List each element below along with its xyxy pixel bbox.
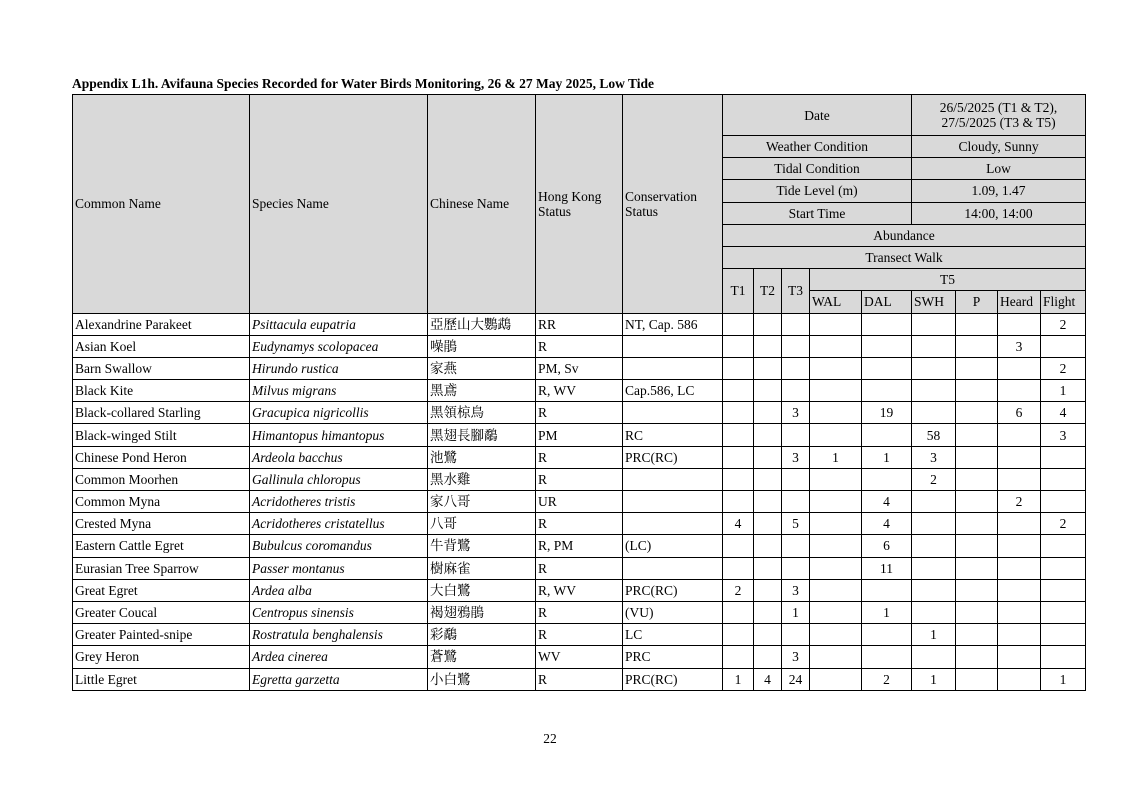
count-cell <box>810 513 862 535</box>
count-cell <box>723 535 754 557</box>
table-row <box>73 668 1086 690</box>
conservation-status-cell: PRC(RC) <box>623 579 723 601</box>
hk-status-cell: R, WV <box>536 579 623 601</box>
table-row <box>73 513 1086 535</box>
hk-status-cell: R <box>536 513 623 535</box>
count-cell <box>754 446 782 468</box>
count-cell <box>754 535 782 557</box>
count-cell: 2 <box>862 668 912 690</box>
table-row <box>73 646 1086 668</box>
count-cell <box>956 468 998 490</box>
species-name-cell: Centropus sinensis <box>250 601 428 623</box>
species-name-cell: Ardeola bacchus <box>250 446 428 468</box>
count-cell <box>754 557 782 579</box>
common-name-cell: Common Moorhen <box>73 468 250 490</box>
count-cell <box>782 624 810 646</box>
count-cell <box>956 446 998 468</box>
count-cell <box>810 624 862 646</box>
hk-status-cell: PM <box>536 424 623 446</box>
table-row <box>73 624 1086 646</box>
count-cell <box>956 335 998 357</box>
count-cell <box>956 491 998 513</box>
count-cell <box>723 601 754 623</box>
count-cell <box>1041 535 1086 557</box>
count-cell <box>956 513 998 535</box>
count-cell <box>998 468 1041 490</box>
table-row <box>73 424 1086 446</box>
count-cell <box>912 402 956 424</box>
count-cell <box>956 357 998 379</box>
t5-swh-header: SWH <box>912 291 956 313</box>
header-row-date <box>73 95 1086 136</box>
count-cell <box>754 402 782 424</box>
count-cell <box>862 424 912 446</box>
chinese-name-cell: 黑水雞 <box>428 468 536 490</box>
count-cell <box>782 535 810 557</box>
abundance-header: Abundance <box>723 224 1086 246</box>
count-cell: 1 <box>862 601 912 623</box>
count-cell: 2 <box>723 579 754 601</box>
species-name-cell: Egretta garzetta <box>250 668 428 690</box>
count-cell <box>956 424 998 446</box>
chinese-name-cell: 家燕 <box>428 357 536 379</box>
conservation-status-cell: PRC(RC) <box>623 446 723 468</box>
hk-status-cell: R <box>536 335 623 357</box>
common-name-cell: Greater Coucal <box>73 601 250 623</box>
count-cell: 3 <box>998 335 1041 357</box>
header-common-name: Common Name <box>73 95 250 314</box>
count-cell <box>998 601 1041 623</box>
conservation-status-cell: (VU) <box>623 601 723 623</box>
common-name-cell: Barn Swallow <box>73 357 250 379</box>
t5-p-header: P <box>956 291 998 313</box>
count-cell: 24 <box>782 668 810 690</box>
chinese-name-cell: 彩鷸 <box>428 624 536 646</box>
count-cell <box>912 335 956 357</box>
header-species-name: Species Name <box>250 95 428 314</box>
count-cell <box>810 601 862 623</box>
count-cell: 1 <box>912 624 956 646</box>
count-cell <box>912 491 956 513</box>
species-name-cell: Hirundo rustica <box>250 357 428 379</box>
species-name-cell: Rostratula benghalensis <box>250 624 428 646</box>
count-cell <box>998 357 1041 379</box>
conservation-status-cell <box>623 402 723 424</box>
species-name-cell: Acridotheres tristis <box>250 491 428 513</box>
hk-status-cell: WV <box>536 646 623 668</box>
count-cell <box>754 579 782 601</box>
count-cell <box>810 668 862 690</box>
species-name-cell: Psittacula eupatria <box>250 313 428 335</box>
count-cell <box>998 535 1041 557</box>
common-name-cell: Great Egret <box>73 579 250 601</box>
conservation-status-cell <box>623 468 723 490</box>
transect-t3-header: T3 <box>782 269 810 313</box>
species-name-cell: Ardea cinerea <box>250 646 428 668</box>
count-cell <box>723 646 754 668</box>
count-cell <box>998 646 1041 668</box>
count-cell <box>1041 601 1086 623</box>
common-name-cell: Black-winged Stilt <box>73 424 250 446</box>
count-cell <box>862 468 912 490</box>
count-cell <box>998 668 1041 690</box>
header-chinese-name: Chinese Name <box>428 95 536 314</box>
count-cell <box>754 424 782 446</box>
table-row <box>73 335 1086 357</box>
count-cell <box>782 380 810 402</box>
count-cell <box>810 468 862 490</box>
hk-status-cell: R <box>536 601 623 623</box>
species-name-cell: Gallinula chloropus <box>250 468 428 490</box>
count-cell <box>782 424 810 446</box>
table-body <box>73 95 1086 691</box>
count-cell <box>912 357 956 379</box>
count-cell: 1 <box>912 668 956 690</box>
count-cell: 6 <box>862 535 912 557</box>
count-cell <box>723 446 754 468</box>
page-number: 22 <box>543 731 557 746</box>
count-cell <box>998 579 1041 601</box>
hk-status-cell: R <box>536 624 623 646</box>
start-time-label: Start Time <box>723 202 912 224</box>
hk-status-cell: R <box>536 557 623 579</box>
count-cell <box>754 513 782 535</box>
count-cell <box>723 313 754 335</box>
count-cell <box>912 380 956 402</box>
conservation-status-cell: RC <box>623 424 723 446</box>
count-cell: 3 <box>782 646 810 668</box>
count-cell <box>912 601 956 623</box>
count-cell: 2 <box>912 468 956 490</box>
chinese-name-cell: 亞歷山大鸚鵡 <box>428 313 536 335</box>
count-cell <box>956 313 998 335</box>
table-row <box>73 535 1086 557</box>
count-cell <box>810 491 862 513</box>
count-cell <box>754 468 782 490</box>
count-cell <box>862 624 912 646</box>
hk-status-cell: UR <box>536 491 623 513</box>
common-name-cell: Black-collared Starling <box>73 402 250 424</box>
count-cell: 1 <box>1041 668 1086 690</box>
count-cell <box>862 313 912 335</box>
species-name-cell: Gracupica nigricollis <box>250 402 428 424</box>
count-cell <box>810 557 862 579</box>
transect-t5-header: T5 <box>810 269 1086 291</box>
count-cell <box>782 335 810 357</box>
count-cell <box>723 491 754 513</box>
count-cell <box>956 624 998 646</box>
count-cell <box>862 579 912 601</box>
count-cell <box>754 335 782 357</box>
count-cell: 2 <box>998 491 1041 513</box>
count-cell <box>956 579 998 601</box>
conservation-status-cell: (LC) <box>623 535 723 557</box>
count-cell <box>862 646 912 668</box>
count-cell <box>810 357 862 379</box>
species-name-cell: Passer montanus <box>250 557 428 579</box>
chinese-name-cell: 牛背鷺 <box>428 535 536 557</box>
count-cell: 4 <box>723 513 754 535</box>
count-cell: 2 <box>1041 357 1086 379</box>
count-cell <box>998 313 1041 335</box>
species-name-cell: Ardea alba <box>250 579 428 601</box>
count-cell <box>754 491 782 513</box>
chinese-name-cell: 黑領椋鳥 <box>428 402 536 424</box>
common-name-cell: Asian Koel <box>73 335 250 357</box>
count-cell <box>810 424 862 446</box>
count-cell: 4 <box>754 668 782 690</box>
count-cell <box>956 402 998 424</box>
species-name-cell: Acridotheres cristatellus <box>250 513 428 535</box>
table-row <box>73 380 1086 402</box>
count-cell: 58 <box>912 424 956 446</box>
count-cell <box>998 557 1041 579</box>
count-cell <box>1041 646 1086 668</box>
count-cell <box>754 313 782 335</box>
count-cell: 5 <box>782 513 810 535</box>
count-cell <box>998 424 1041 446</box>
conservation-status-cell: PRC(RC) <box>623 668 723 690</box>
count-cell <box>754 357 782 379</box>
common-name-cell: Alexandrine Parakeet <box>73 313 250 335</box>
count-cell <box>782 468 810 490</box>
conservation-status-cell: Cap.586, LC <box>623 380 723 402</box>
chinese-name-cell: 樹麻雀 <box>428 557 536 579</box>
hk-status-cell: R <box>536 446 623 468</box>
conservation-status-cell <box>623 557 723 579</box>
count-cell <box>912 557 956 579</box>
species-name-cell: Eudynamys scolopacea <box>250 335 428 357</box>
table-row <box>73 446 1086 468</box>
conservation-status-cell: LC <box>623 624 723 646</box>
count-cell <box>1041 624 1086 646</box>
chinese-name-cell: 黑鳶 <box>428 380 536 402</box>
conservation-status-cell <box>623 513 723 535</box>
count-cell <box>912 313 956 335</box>
t5-heard-header: Heard <box>998 291 1041 313</box>
count-cell <box>754 646 782 668</box>
count-cell <box>754 380 782 402</box>
count-cell: 3 <box>912 446 956 468</box>
count-cell <box>1041 335 1086 357</box>
hk-status-cell: PM, Sv <box>536 357 623 379</box>
count-cell: 19 <box>862 402 912 424</box>
count-cell <box>956 380 998 402</box>
count-cell <box>810 380 862 402</box>
weather-label: Weather Condition <box>723 136 912 158</box>
count-cell <box>782 491 810 513</box>
conservation-status-cell <box>623 491 723 513</box>
count-cell: 1 <box>782 601 810 623</box>
chinese-name-cell: 噪鵑 <box>428 335 536 357</box>
table-row <box>73 468 1086 490</box>
count-cell <box>723 424 754 446</box>
date-value: 26/5/2025 (T1 & T2), 27/5/2025 (T3 & T5) <box>912 95 1086 136</box>
count-cell <box>810 313 862 335</box>
tidal-label: Tidal Condition <box>723 158 912 180</box>
t5-flight-header: Flight <box>1041 291 1086 313</box>
hk-status-cell: R <box>536 668 623 690</box>
common-name-cell: Crested Myna <box>73 513 250 535</box>
hk-status-cell: R <box>536 468 623 490</box>
count-cell <box>912 513 956 535</box>
table-row <box>73 313 1086 335</box>
count-cell <box>723 624 754 646</box>
count-cell <box>956 646 998 668</box>
count-cell <box>956 557 998 579</box>
species-name-cell: Himantopus himantopus <box>250 424 428 446</box>
tide-level-value: 1.09, 1.47 <box>912 180 1086 202</box>
count-cell: 1 <box>862 446 912 468</box>
header-hk-status: Hong Kong Status <box>536 95 623 314</box>
weather-value: Cloudy, Sunny <box>912 136 1086 158</box>
chinese-name-cell: 褐翅鴉鵑 <box>428 601 536 623</box>
count-cell: 11 <box>862 557 912 579</box>
common-name-cell: Chinese Pond Heron <box>73 446 250 468</box>
conservation-status-cell: PRC <box>623 646 723 668</box>
count-cell <box>1041 557 1086 579</box>
count-cell <box>723 335 754 357</box>
table-row <box>73 601 1086 623</box>
chinese-name-cell: 小白鷺 <box>428 668 536 690</box>
tidal-value: Low <box>912 158 1086 180</box>
count-cell: 1 <box>810 446 862 468</box>
count-cell <box>782 313 810 335</box>
common-name-cell: Common Myna <box>73 491 250 513</box>
count-cell: 3 <box>782 579 810 601</box>
count-cell <box>754 601 782 623</box>
count-cell: 1 <box>1041 380 1086 402</box>
species-table <box>72 94 1086 691</box>
count-cell <box>912 535 956 557</box>
conservation-status-cell: NT, Cap. 586 <box>623 313 723 335</box>
common-name-cell: Eurasian Tree Sparrow <box>73 557 250 579</box>
tide-level-label: Tide Level (m) <box>723 180 912 202</box>
count-cell <box>810 579 862 601</box>
species-name-cell: Bubulcus coromandus <box>250 535 428 557</box>
count-cell <box>912 646 956 668</box>
transect-t1-header: T1 <box>723 269 754 313</box>
count-cell <box>862 380 912 402</box>
transect-t2-header: T2 <box>754 269 782 313</box>
count-cell: 4 <box>1041 402 1086 424</box>
table-row <box>73 491 1086 513</box>
count-cell <box>998 624 1041 646</box>
count-cell <box>862 357 912 379</box>
conservation-status-cell <box>623 357 723 379</box>
count-cell <box>810 646 862 668</box>
t5-wal-header: WAL <box>810 291 862 313</box>
hk-status-cell: R, WV <box>536 380 623 402</box>
count-cell <box>754 624 782 646</box>
count-cell <box>1041 468 1086 490</box>
count-cell <box>723 357 754 379</box>
count-cell <box>723 380 754 402</box>
count-cell: 3 <box>1041 424 1086 446</box>
chinese-name-cell: 黑翅長腳鷸 <box>428 424 536 446</box>
count-cell <box>723 402 754 424</box>
chinese-name-cell: 蒼鷺 <box>428 646 536 668</box>
count-cell <box>1041 491 1086 513</box>
table-row <box>73 579 1086 601</box>
conservation-status-cell <box>623 335 723 357</box>
date-label: Date <box>723 95 912 136</box>
table-row <box>73 357 1086 379</box>
count-cell <box>998 380 1041 402</box>
count-cell <box>723 468 754 490</box>
count-cell: 2 <box>1041 313 1086 335</box>
count-cell <box>810 535 862 557</box>
species-name-cell: Milvus migrans <box>250 380 428 402</box>
count-cell <box>1041 579 1086 601</box>
chinese-name-cell: 家八哥 <box>428 491 536 513</box>
transect-walk-header: Transect Walk <box>723 246 1086 268</box>
hk-status-cell: R, PM <box>536 535 623 557</box>
count-cell: 3 <box>782 446 810 468</box>
page-title: Appendix L1h. Avifauna Species Recorded for Water Birds Monitoring, 26 & 27 May 2025, Low Tide <box>72 76 655 91</box>
count-cell <box>862 335 912 357</box>
count-cell <box>956 668 998 690</box>
count-cell <box>956 601 998 623</box>
t5-dal-header: DAL <box>862 291 912 313</box>
common-name-cell: Black Kite <box>73 380 250 402</box>
common-name-cell: Little Egret <box>73 668 250 690</box>
count-cell <box>956 535 998 557</box>
count-cell: 2 <box>1041 513 1086 535</box>
count-cell <box>782 557 810 579</box>
chinese-name-cell: 大白鷺 <box>428 579 536 601</box>
count-cell: 4 <box>862 491 912 513</box>
count-cell <box>912 579 956 601</box>
table-row <box>73 557 1086 579</box>
count-cell <box>1041 446 1086 468</box>
count-cell: 3 <box>782 402 810 424</box>
hk-status-cell: R <box>536 402 623 424</box>
count-cell <box>810 402 862 424</box>
start-time-value: 14:00, 14:00 <box>912 202 1086 224</box>
chinese-name-cell: 八哥 <box>428 513 536 535</box>
count-cell <box>810 335 862 357</box>
header-conservation-status: Conservation Status <box>623 95 723 314</box>
chinese-name-cell: 池鷺 <box>428 446 536 468</box>
count-cell <box>782 357 810 379</box>
count-cell: 4 <box>862 513 912 535</box>
table-row <box>73 402 1086 424</box>
common-name-cell: Greater Painted-snipe <box>73 624 250 646</box>
count-cell <box>998 513 1041 535</box>
count-cell <box>723 557 754 579</box>
common-name-cell: Eastern Cattle Egret <box>73 535 250 557</box>
count-cell: 6 <box>998 402 1041 424</box>
count-cell <box>998 446 1041 468</box>
hk-status-cell: RR <box>536 313 623 335</box>
count-cell: 1 <box>723 668 754 690</box>
common-name-cell: Grey Heron <box>73 646 250 668</box>
